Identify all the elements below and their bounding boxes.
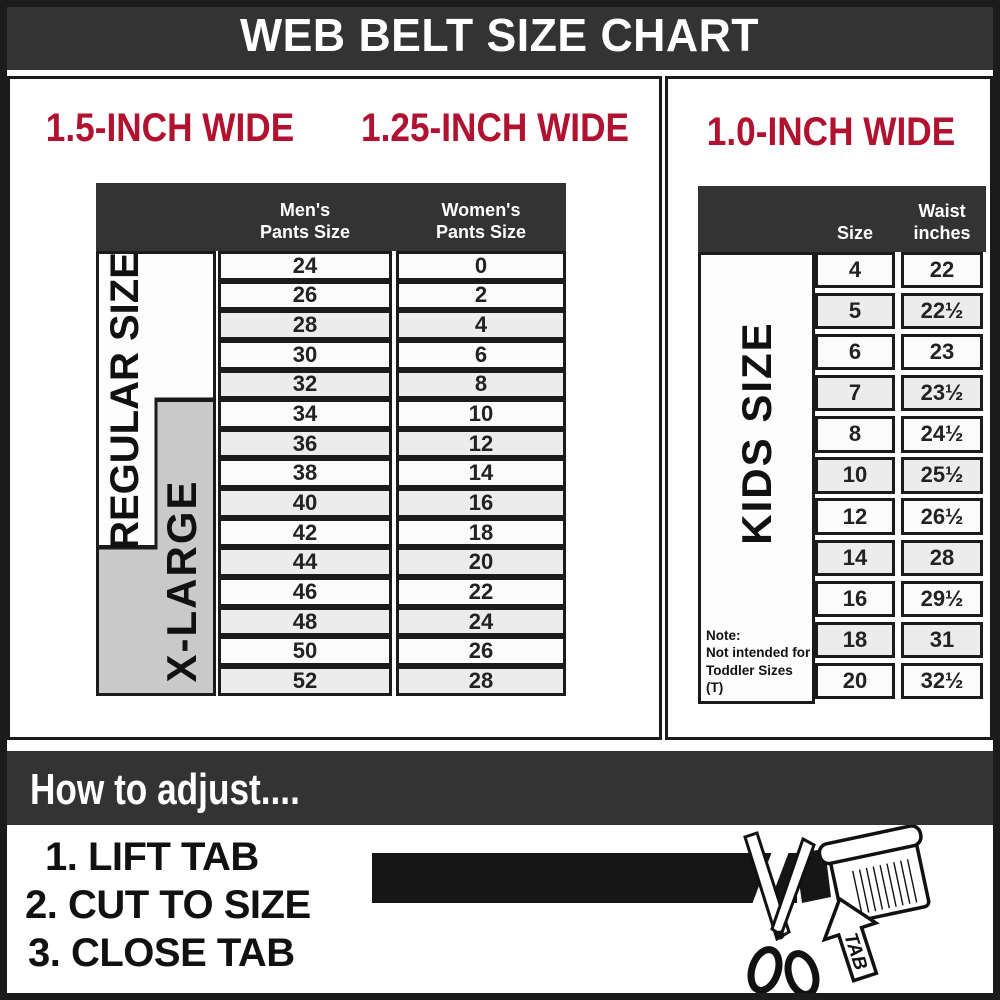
mens-column	[218, 251, 392, 696]
size-group-labels	[96, 251, 216, 696]
page-title: WEB BELT SIZE CHART	[240, 9, 760, 61]
womens-cell: 22	[396, 577, 566, 607]
size-cell: 20	[815, 663, 895, 699]
size-cell: 10	[815, 457, 895, 493]
mens-cell: 46	[218, 577, 392, 607]
xlarge-size-label: X-LARGE	[158, 479, 205, 683]
adult-sizes-panel	[7, 76, 662, 740]
waist-cell: 22½	[901, 293, 983, 329]
womens-cell: 18	[396, 518, 566, 548]
mens-cell: 28	[218, 310, 392, 340]
note-line3: Toddler Sizes (T)	[706, 662, 793, 696]
womens-cell: 28	[396, 666, 566, 696]
waist-cell: 26½	[901, 498, 983, 534]
mens-cell: 38	[218, 458, 392, 488]
size-cell: 18	[815, 622, 895, 658]
womens-cell: 2	[396, 281, 566, 311]
womens-cell: 12	[396, 429, 566, 459]
size-cell: 14	[815, 540, 895, 576]
waist-header-line1: Waist	[918, 201, 966, 222]
mens-cell: 26	[218, 281, 392, 311]
step-lift-tab: 1. LIFT TAB	[45, 835, 259, 879]
mens-cell: 48	[218, 607, 392, 637]
womens-cell: 10	[396, 399, 566, 429]
waist-cell: 28	[901, 540, 983, 576]
womens-header-line1: Women's	[441, 200, 521, 221]
kids-table-header	[698, 186, 986, 252]
waist-cell: 23½	[901, 375, 983, 411]
title-banner	[0, 0, 1000, 70]
size-cell: 8	[815, 416, 895, 452]
waist-cell: 24½	[901, 416, 983, 452]
mens-column-header	[218, 200, 392, 244]
womens-cell: 0	[396, 251, 566, 281]
size-cell: 4	[815, 252, 895, 288]
mens-cell: 34	[218, 399, 392, 429]
mens-cell: 30	[218, 340, 392, 370]
womens-cell: 20	[396, 547, 566, 577]
size-cell: 16	[815, 581, 895, 617]
waist-cell: 23	[901, 334, 983, 370]
waist-column-header	[901, 201, 983, 245]
womens-column-header	[396, 200, 566, 244]
adult-table-header	[96, 183, 566, 251]
womens-column	[396, 251, 566, 696]
kids-size-label: KIDS SIZE	[732, 321, 780, 546]
size-cell: 12	[815, 498, 895, 534]
step-cut-to-size: 2. CUT TO SIZE	[25, 883, 311, 927]
womens-cell: 24	[396, 607, 566, 637]
toddler-note	[706, 627, 812, 697]
size-header-line1: Size	[836, 223, 874, 244]
mens-cell: 42	[218, 518, 392, 548]
size-cell: 5	[815, 293, 895, 329]
width-heading-1point0: 1.0-INCH WIDE	[706, 110, 956, 154]
womens-cell: 4	[396, 310, 566, 340]
kids-sizes-panel	[665, 76, 993, 740]
waist-cell: 29½	[901, 581, 983, 617]
mens-cell: 52	[218, 666, 392, 696]
womens-cell: 14	[396, 458, 566, 488]
kids-size-region	[698, 252, 815, 704]
mens-cell: 40	[218, 488, 392, 518]
waist-cell: 22	[901, 252, 983, 288]
womens-cell: 6	[396, 340, 566, 370]
mens-cell: 36	[218, 429, 392, 459]
note-line2: Not intended for	[706, 645, 811, 661]
waist-cell: 31	[901, 622, 983, 658]
womens-cell: 8	[396, 370, 566, 400]
size-cell: 7	[815, 375, 895, 411]
how-to-adjust-banner	[0, 751, 1000, 825]
note-line1: Note:	[706, 627, 741, 643]
size-cell: 6	[815, 334, 895, 370]
belt-strap	[372, 853, 797, 903]
mens-header-line1: Men's	[279, 200, 331, 221]
width-heading-1point25: 1.25-INCH WIDE	[361, 106, 629, 150]
mens-header-line2: Pants Size	[259, 222, 351, 243]
waist-cell: 25½	[901, 457, 983, 493]
how-to-adjust-heading: How to adjust....	[30, 765, 300, 814]
waist-cell: 32½	[901, 663, 983, 699]
step-close-tab: 3. CLOSE TAB	[28, 931, 295, 975]
size-column	[815, 252, 895, 704]
womens-header-line2: Pants Size	[435, 222, 527, 243]
regular-size-label: REGULAR SIZE	[103, 252, 147, 550]
waist-header-line2: inches	[913, 223, 971, 244]
mens-cell: 32	[218, 370, 392, 400]
womens-cell: 26	[396, 636, 566, 666]
mens-cell: 24	[218, 251, 392, 281]
adjust-steps	[25, 833, 311, 977]
size-column-header	[815, 223, 895, 245]
womens-cell: 16	[396, 488, 566, 518]
belt-illustration	[347, 825, 997, 997]
tab-arrow-label: TAB	[839, 930, 871, 973]
mens-cell: 44	[218, 547, 392, 577]
mens-cell: 50	[218, 636, 392, 666]
waist-column	[901, 252, 983, 704]
width-heading-1point5: 1.5-INCH WIDE	[45, 106, 295, 150]
